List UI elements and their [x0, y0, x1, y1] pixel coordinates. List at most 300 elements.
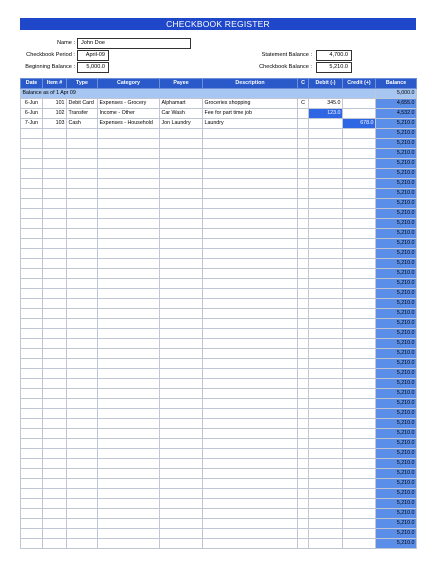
cell-debit[interactable]	[309, 439, 343, 449]
cell-type[interactable]	[67, 219, 98, 229]
table-row[interactable]	[21, 209, 417, 219]
cell-category[interactable]	[98, 419, 160, 429]
cell-debit[interactable]	[309, 409, 343, 419]
cell-payee[interactable]	[160, 269, 203, 279]
table-row[interactable]	[21, 519, 417, 529]
cell-description[interactable]	[203, 519, 298, 529]
cell-credit[interactable]	[343, 189, 376, 199]
cell-category[interactable]	[98, 199, 160, 209]
cell-credit[interactable]	[343, 139, 376, 149]
cell-category[interactable]	[98, 129, 160, 139]
cell-item[interactable]	[43, 219, 67, 229]
cell-debit[interactable]	[309, 139, 343, 149]
cell-type[interactable]	[67, 389, 98, 399]
cell-credit[interactable]	[343, 329, 376, 339]
cell-cleared[interactable]	[298, 499, 309, 509]
cell-type[interactable]	[67, 199, 98, 209]
table-row[interactable]	[21, 429, 417, 439]
cell-cleared[interactable]	[298, 449, 309, 459]
cell-description[interactable]	[203, 249, 298, 259]
cell-description[interactable]	[203, 189, 298, 199]
cell-cleared[interactable]	[298, 349, 309, 359]
cell-payee[interactable]	[160, 149, 203, 159]
table-row[interactable]	[21, 259, 417, 269]
table-row[interactable]	[21, 499, 417, 509]
cell-debit[interactable]	[309, 199, 343, 209]
cell-date[interactable]	[21, 499, 43, 509]
cell-debit[interactable]	[309, 429, 343, 439]
cell-description[interactable]	[203, 509, 298, 519]
cell-type[interactable]: Transfer	[67, 109, 98, 119]
cell-type[interactable]	[67, 129, 98, 139]
cell-cleared[interactable]: C	[298, 99, 309, 109]
cell-cleared[interactable]	[298, 459, 309, 469]
cell-cleared[interactable]	[298, 139, 309, 149]
table-row[interactable]	[21, 489, 417, 499]
cell-date[interactable]	[21, 359, 43, 369]
cell-cleared[interactable]	[298, 259, 309, 269]
cell-payee[interactable]	[160, 169, 203, 179]
cell-description[interactable]	[203, 349, 298, 359]
cell-date[interactable]	[21, 209, 43, 219]
cell-credit[interactable]	[343, 419, 376, 429]
cell-category[interactable]: Expenses - Household	[98, 119, 160, 129]
cell-category[interactable]	[98, 249, 160, 259]
cell-type[interactable]	[67, 519, 98, 529]
table-row[interactable]	[21, 329, 417, 339]
cell-date[interactable]	[21, 419, 43, 429]
table-row[interactable]	[21, 139, 417, 149]
cell-cleared[interactable]	[298, 169, 309, 179]
cell-type[interactable]	[67, 309, 98, 319]
cell-type[interactable]	[67, 349, 98, 359]
table-row[interactable]	[21, 239, 417, 249]
cell-credit[interactable]	[343, 399, 376, 409]
cell-credit[interactable]	[343, 349, 376, 359]
cell-description[interactable]	[203, 299, 298, 309]
table-row[interactable]	[21, 509, 417, 519]
cell-credit[interactable]	[343, 369, 376, 379]
cell-debit[interactable]	[309, 209, 343, 219]
cell-date[interactable]	[21, 199, 43, 209]
cell-debit[interactable]	[309, 239, 343, 249]
cell-category[interactable]: Expenses - Grocery	[98, 99, 160, 109]
cell-cleared[interactable]	[298, 159, 309, 169]
cell-type[interactable]	[67, 439, 98, 449]
cell-payee[interactable]	[160, 499, 203, 509]
cell-date[interactable]	[21, 439, 43, 449]
cell-description[interactable]	[203, 389, 298, 399]
table-row[interactable]	[21, 99, 417, 109]
cell-credit[interactable]	[343, 469, 376, 479]
cell-date[interactable]	[21, 479, 43, 489]
cell-description[interactable]	[203, 429, 298, 439]
table-row[interactable]	[21, 249, 417, 259]
cell-credit[interactable]	[343, 489, 376, 499]
table-row[interactable]	[21, 349, 417, 359]
cell-category[interactable]	[98, 379, 160, 389]
cell-cleared[interactable]	[298, 419, 309, 429]
cell-item[interactable]	[43, 249, 67, 259]
cell-payee[interactable]	[160, 339, 203, 349]
cell-description[interactable]	[203, 319, 298, 329]
cell-date[interactable]	[21, 409, 43, 419]
table-row[interactable]	[21, 369, 417, 379]
cell-item[interactable]	[43, 369, 67, 379]
cell-payee[interactable]	[160, 319, 203, 329]
cell-description[interactable]	[203, 129, 298, 139]
table-row[interactable]	[21, 469, 417, 479]
table-row[interactable]	[21, 149, 417, 159]
cell-type[interactable]	[67, 479, 98, 489]
cell-type[interactable]	[67, 539, 98, 549]
cell-type[interactable]	[67, 189, 98, 199]
table-row[interactable]	[21, 279, 417, 289]
cell-category[interactable]	[98, 359, 160, 369]
cell-debit[interactable]	[309, 319, 343, 329]
cell-cleared[interactable]	[298, 489, 309, 499]
cell-debit[interactable]	[309, 489, 343, 499]
cell-cleared[interactable]	[298, 519, 309, 529]
cell-payee[interactable]	[160, 199, 203, 209]
cell-debit[interactable]	[309, 419, 343, 429]
cell-debit[interactable]	[309, 469, 343, 479]
cell-item[interactable]	[43, 239, 67, 249]
cell-debit[interactable]	[309, 249, 343, 259]
cell-date[interactable]	[21, 399, 43, 409]
cell-item[interactable]	[43, 339, 67, 349]
cell-credit[interactable]	[343, 199, 376, 209]
cell-cleared[interactable]	[298, 479, 309, 489]
cell-cleared[interactable]	[298, 399, 309, 409]
cell-debit[interactable]	[309, 529, 343, 539]
cell-date[interactable]	[21, 299, 43, 309]
cell-debit[interactable]	[309, 359, 343, 369]
cell-category[interactable]	[98, 499, 160, 509]
cell-description[interactable]	[203, 539, 298, 549]
cell-description[interactable]	[203, 479, 298, 489]
cell-category[interactable]	[98, 409, 160, 419]
cell-credit[interactable]	[343, 389, 376, 399]
cell-payee[interactable]	[160, 489, 203, 499]
cell-description[interactable]	[203, 419, 298, 429]
cell-description[interactable]	[203, 229, 298, 239]
cell-credit[interactable]	[343, 449, 376, 459]
cell-credit[interactable]	[343, 509, 376, 519]
cell-credit[interactable]: 678.0	[343, 119, 376, 129]
cell-item[interactable]	[43, 449, 67, 459]
cell-debit[interactable]	[309, 349, 343, 359]
cell-description[interactable]	[203, 289, 298, 299]
cell-category[interactable]	[98, 349, 160, 359]
cell-payee[interactable]	[160, 459, 203, 469]
cell-type[interactable]	[67, 139, 98, 149]
cell-payee[interactable]	[160, 159, 203, 169]
cell-cleared[interactable]	[298, 189, 309, 199]
cell-category[interactable]	[98, 189, 160, 199]
cell-item[interactable]	[43, 539, 67, 549]
cell-date[interactable]	[21, 249, 43, 259]
table-row[interactable]	[21, 529, 417, 539]
cell-description[interactable]	[203, 209, 298, 219]
cell-cleared[interactable]	[298, 269, 309, 279]
cell-debit[interactable]	[309, 369, 343, 379]
cell-cleared[interactable]	[298, 179, 309, 189]
cell-item[interactable]	[43, 509, 67, 519]
cell-payee[interactable]	[160, 209, 203, 219]
cell-payee[interactable]: Car Wash	[160, 109, 203, 119]
table-row[interactable]	[21, 289, 417, 299]
cell-debit[interactable]	[309, 219, 343, 229]
table-row[interactable]	[21, 459, 417, 469]
cell-payee[interactable]	[160, 349, 203, 359]
cell-category[interactable]	[98, 519, 160, 529]
cell-credit[interactable]	[343, 239, 376, 249]
table-row[interactable]	[21, 159, 417, 169]
table-row[interactable]	[21, 419, 417, 429]
cell-credit[interactable]	[343, 459, 376, 469]
cell-date[interactable]	[21, 509, 43, 519]
cell-item[interactable]	[43, 429, 67, 439]
beginning-balance-field[interactable]: 5,000.0	[77, 62, 109, 73]
cell-debit[interactable]	[309, 259, 343, 269]
cell-category[interactable]	[98, 389, 160, 399]
cell-type[interactable]	[67, 369, 98, 379]
cell-category[interactable]	[98, 159, 160, 169]
cell-item[interactable]: 101	[43, 99, 67, 109]
cell-debit[interactable]	[309, 509, 343, 519]
cell-category[interactable]	[98, 329, 160, 339]
table-row[interactable]	[21, 169, 417, 179]
cell-description[interactable]	[203, 469, 298, 479]
cell-debit[interactable]	[309, 229, 343, 239]
cell-credit[interactable]	[343, 179, 376, 189]
cell-payee[interactable]	[160, 219, 203, 229]
cell-item[interactable]	[43, 189, 67, 199]
cell-category[interactable]	[98, 459, 160, 469]
cell-cleared[interactable]	[298, 339, 309, 349]
cell-item[interactable]	[43, 299, 67, 309]
table-row[interactable]	[21, 129, 417, 139]
cell-credit[interactable]	[343, 269, 376, 279]
cell-credit[interactable]	[343, 259, 376, 269]
cell-debit[interactable]	[309, 279, 343, 289]
table-row[interactable]	[21, 399, 417, 409]
cell-description[interactable]	[203, 359, 298, 369]
cell-payee[interactable]	[160, 329, 203, 339]
cell-payee[interactable]	[160, 139, 203, 149]
cell-debit[interactable]	[309, 309, 343, 319]
cell-payee[interactable]	[160, 129, 203, 139]
cell-cleared[interactable]	[298, 279, 309, 289]
cell-cleared[interactable]	[298, 129, 309, 139]
cell-item[interactable]	[43, 289, 67, 299]
cell-item[interactable]	[43, 259, 67, 269]
cell-credit[interactable]	[343, 409, 376, 419]
cell-date[interactable]	[21, 159, 43, 169]
cell-type[interactable]	[67, 529, 98, 539]
cell-type[interactable]	[67, 249, 98, 259]
cell-description[interactable]	[203, 259, 298, 269]
cell-payee[interactable]	[160, 539, 203, 549]
cell-cleared[interactable]	[298, 109, 309, 119]
cell-description[interactable]	[203, 179, 298, 189]
cell-category[interactable]	[98, 269, 160, 279]
cell-description[interactable]	[203, 339, 298, 349]
cell-cleared[interactable]	[298, 429, 309, 439]
cell-item[interactable]	[43, 499, 67, 509]
cell-category[interactable]	[98, 169, 160, 179]
cell-description[interactable]	[203, 329, 298, 339]
cell-debit[interactable]	[309, 399, 343, 409]
cell-date[interactable]: 6-Jun	[21, 109, 43, 119]
cell-cleared[interactable]	[298, 539, 309, 549]
cell-date[interactable]	[21, 379, 43, 389]
table-row[interactable]	[21, 479, 417, 489]
cell-debit[interactable]	[309, 459, 343, 469]
cell-type[interactable]	[67, 179, 98, 189]
cell-type[interactable]	[67, 339, 98, 349]
cell-payee[interactable]	[160, 529, 203, 539]
cell-credit[interactable]	[343, 359, 376, 369]
cell-debit[interactable]	[309, 149, 343, 159]
cell-debit[interactable]	[309, 159, 343, 169]
cell-date[interactable]	[21, 289, 43, 299]
cell-payee[interactable]	[160, 429, 203, 439]
cell-description[interactable]	[203, 459, 298, 469]
cell-cleared[interactable]	[298, 529, 309, 539]
cell-description[interactable]	[203, 279, 298, 289]
cell-type[interactable]	[67, 259, 98, 269]
cell-date[interactable]	[21, 369, 43, 379]
period-field[interactable]: April-09	[77, 50, 109, 61]
table-row[interactable]	[21, 409, 417, 419]
cell-payee[interactable]	[160, 419, 203, 429]
cell-credit[interactable]	[343, 299, 376, 309]
cell-payee[interactable]: Jon Laundry	[160, 119, 203, 129]
cell-type[interactable]	[67, 229, 98, 239]
cell-item[interactable]	[43, 159, 67, 169]
cell-type[interactable]	[67, 289, 98, 299]
cell-date[interactable]	[21, 429, 43, 439]
table-row[interactable]	[21, 229, 417, 239]
cell-payee[interactable]	[160, 229, 203, 239]
cell-cleared[interactable]	[298, 319, 309, 329]
cell-debit[interactable]: 345.0	[309, 99, 343, 109]
cell-description[interactable]	[203, 529, 298, 539]
cell-description[interactable]	[203, 239, 298, 249]
cell-item[interactable]	[43, 279, 67, 289]
cell-category[interactable]	[98, 539, 160, 549]
cell-date[interactable]	[21, 309, 43, 319]
cell-credit[interactable]	[343, 429, 376, 439]
cell-category[interactable]	[98, 439, 160, 449]
cell-description[interactable]	[203, 309, 298, 319]
cell-category[interactable]	[98, 399, 160, 409]
cell-category[interactable]	[98, 479, 160, 489]
cell-type[interactable]	[67, 399, 98, 409]
cell-cleared[interactable]	[298, 289, 309, 299]
cell-item[interactable]	[43, 529, 67, 539]
cell-item[interactable]	[43, 379, 67, 389]
cell-credit[interactable]	[343, 169, 376, 179]
cell-description[interactable]	[203, 169, 298, 179]
cell-item[interactable]	[43, 409, 67, 419]
cell-cleared[interactable]	[298, 439, 309, 449]
cell-type[interactable]: Cash	[67, 119, 98, 129]
cell-cleared[interactable]	[298, 329, 309, 339]
cell-description[interactable]	[203, 489, 298, 499]
cell-category[interactable]	[98, 239, 160, 249]
cell-payee[interactable]	[160, 189, 203, 199]
table-row[interactable]	[21, 359, 417, 369]
cell-item[interactable]: 103	[43, 119, 67, 129]
cell-type[interactable]: Debit Card	[67, 99, 98, 109]
cell-date[interactable]	[21, 339, 43, 349]
table-row[interactable]	[21, 189, 417, 199]
cell-cleared[interactable]	[298, 119, 309, 129]
cell-cleared[interactable]	[298, 469, 309, 479]
cell-date[interactable]: 7-Jun	[21, 119, 43, 129]
cell-category[interactable]	[98, 369, 160, 379]
cell-cleared[interactable]	[298, 229, 309, 239]
cell-category[interactable]	[98, 139, 160, 149]
cell-debit[interactable]	[309, 289, 343, 299]
cell-item[interactable]	[43, 399, 67, 409]
cell-item[interactable]	[43, 269, 67, 279]
cell-debit[interactable]	[309, 379, 343, 389]
cell-debit[interactable]	[309, 179, 343, 189]
cell-type[interactable]	[67, 299, 98, 309]
cell-debit[interactable]	[309, 449, 343, 459]
statement-balance-field[interactable]: 4,700.0	[316, 50, 352, 61]
cell-debit[interactable]	[309, 269, 343, 279]
cell-debit[interactable]	[309, 329, 343, 339]
cell-date[interactable]	[21, 189, 43, 199]
cell-type[interactable]	[67, 469, 98, 479]
cell-type[interactable]	[67, 499, 98, 509]
cell-credit[interactable]	[343, 339, 376, 349]
cell-category[interactable]	[98, 319, 160, 329]
cell-date[interactable]	[21, 449, 43, 459]
cell-date[interactable]	[21, 489, 43, 499]
cell-debit[interactable]	[309, 479, 343, 489]
cell-description[interactable]: Groceries shopping	[203, 99, 298, 109]
cell-item[interactable]	[43, 349, 67, 359]
cell-date[interactable]	[21, 469, 43, 479]
cell-date[interactable]	[21, 239, 43, 249]
cell-category[interactable]	[98, 299, 160, 309]
cell-credit[interactable]	[343, 439, 376, 449]
cell-description[interactable]	[203, 139, 298, 149]
cell-date[interactable]	[21, 279, 43, 289]
cell-item[interactable]	[43, 439, 67, 449]
cell-type[interactable]	[67, 269, 98, 279]
cell-credit[interactable]	[343, 229, 376, 239]
cell-item[interactable]	[43, 129, 67, 139]
cell-type[interactable]	[67, 169, 98, 179]
cell-category[interactable]	[98, 449, 160, 459]
cell-debit[interactable]	[309, 189, 343, 199]
cell-date[interactable]	[21, 319, 43, 329]
cell-category[interactable]	[98, 339, 160, 349]
cell-item[interactable]	[43, 149, 67, 159]
cell-type[interactable]	[67, 159, 98, 169]
cell-cleared[interactable]	[298, 249, 309, 259]
cell-description[interactable]	[203, 149, 298, 159]
cell-date[interactable]	[21, 229, 43, 239]
cell-category[interactable]	[98, 509, 160, 519]
